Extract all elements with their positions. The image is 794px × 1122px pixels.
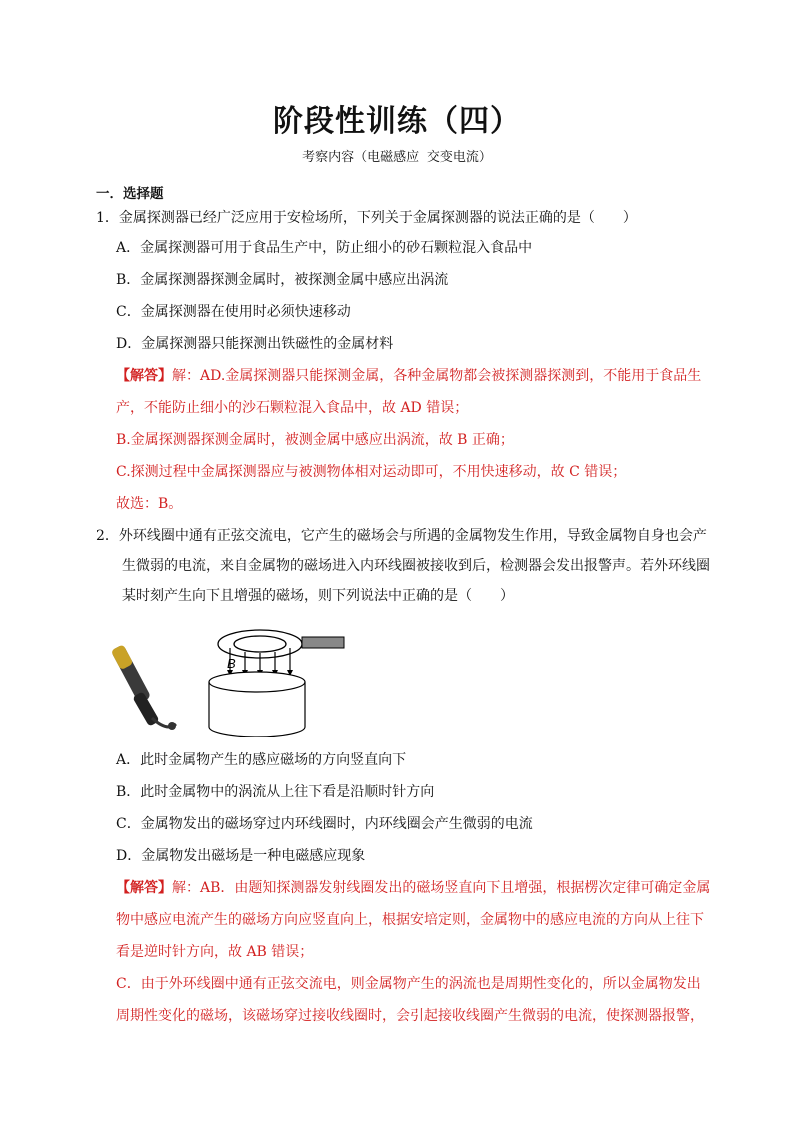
section-heading: 一．选择题 [96, 186, 164, 202]
q2-option-a: A．此时金属物产生的感应磁场的方向竖直向下 [116, 752, 407, 768]
q1-option-c: C．金属探测器在使用时必须快速移动 [116, 304, 351, 320]
q2-answer-tag: 【解答】 [116, 880, 172, 896]
q1-answer-line: 产，不能防止细小的沙石颗粒混入食品中，故 AD 错误； [116, 400, 469, 416]
q1-answer-text: 解：AD.金属探测器只能探测金属，各种金属物都会被探测器探测到，不能用于食品生 [172, 368, 702, 384]
q2-option-d: D．金属物发出磁场是一种电磁感应现象 [116, 848, 366, 864]
q1-answer-line: 故选：B。 [116, 496, 183, 512]
q1-answer-line: C.探测过程中金属探测器应与被测物体相对运动即可，不用快速移动，故 C 错误； [116, 464, 627, 480]
q2-option-b: B．此时金属物中的涡流从上往下看是沿顺时针方向 [116, 784, 435, 800]
q2-stem-line: 某时刻产生向下且增强的磁场，则下列说法中正确的是（ ） [122, 588, 514, 604]
page-subtitle: 考察内容（电磁感应 交变电流） [302, 150, 492, 165]
q2-answer-text: 解：AB．由题知探测器发射线圈发出的磁场竖直向下且增强，根据楞次定律可确定金属 [172, 880, 711, 896]
coil-diagram [209, 630, 344, 737]
q2-stem-line: 生微弱的电流，来自金属物的磁场进入内环线圈被接收到后，检测器会发出报警声。若外环线圈 [122, 558, 710, 574]
q2-answer-line [116, 878, 710, 898]
q1-answer-line [116, 366, 701, 386]
metal-detector-wand-image [112, 644, 176, 730]
q2-answer-line: 物中感应电流产生的磁场方向应竖直向上，根据安培定则，金属物中的感应电流的方向从上往下 [116, 912, 704, 928]
q2-stem-line: 2．外环线圈中通有正弦交流电，它产生的磁场会与所遇的金属物发生作用，导致金属物自身也会产 [96, 528, 707, 544]
q1-option-b: B．金属探测器探测金属时，被探测金属中感应出涡流 [116, 272, 449, 288]
q1-stem: 1．金属探测器已经广泛应用于安检场所，下列关于金属探测器的说法正确的是（ ） [96, 210, 637, 226]
q1-option-d: D．金属探测器只能探测出铁磁性的金属材料 [116, 336, 394, 352]
q2-answer-line: 看是逆时针方向，故 AB 错误； [116, 944, 314, 960]
q1-option-a: A．金属探测器可用于食品生产中，防止细小的砂石颗粒混入食品中 [116, 240, 533, 256]
q1-answer-tag: 【解答】 [116, 368, 172, 384]
page-title: 阶段性训练（四） [273, 104, 521, 139]
field-label-b: B [227, 656, 236, 671]
q2-answer-line: 周期性变化的磁场，该磁场穿过接收线圈时，会引起接收线圈产生微弱的电流，使探测器报警， [116, 1008, 704, 1024]
q2-option-c: C．金属物发出的磁场穿过内环线圈时，内环线圈会产生微弱的电流 [116, 816, 533, 832]
q1-answer-line: B.金属探测器探测金属时，被测金属中感应出涡流，故 B 正确； [116, 432, 514, 448]
q2-answer-line: C．由于外环线圈中通有正弦交流电，则金属物产生的涡流也是周期性变化的，所以金属物发出 [116, 976, 701, 992]
metal-detector-figure [112, 622, 352, 737]
